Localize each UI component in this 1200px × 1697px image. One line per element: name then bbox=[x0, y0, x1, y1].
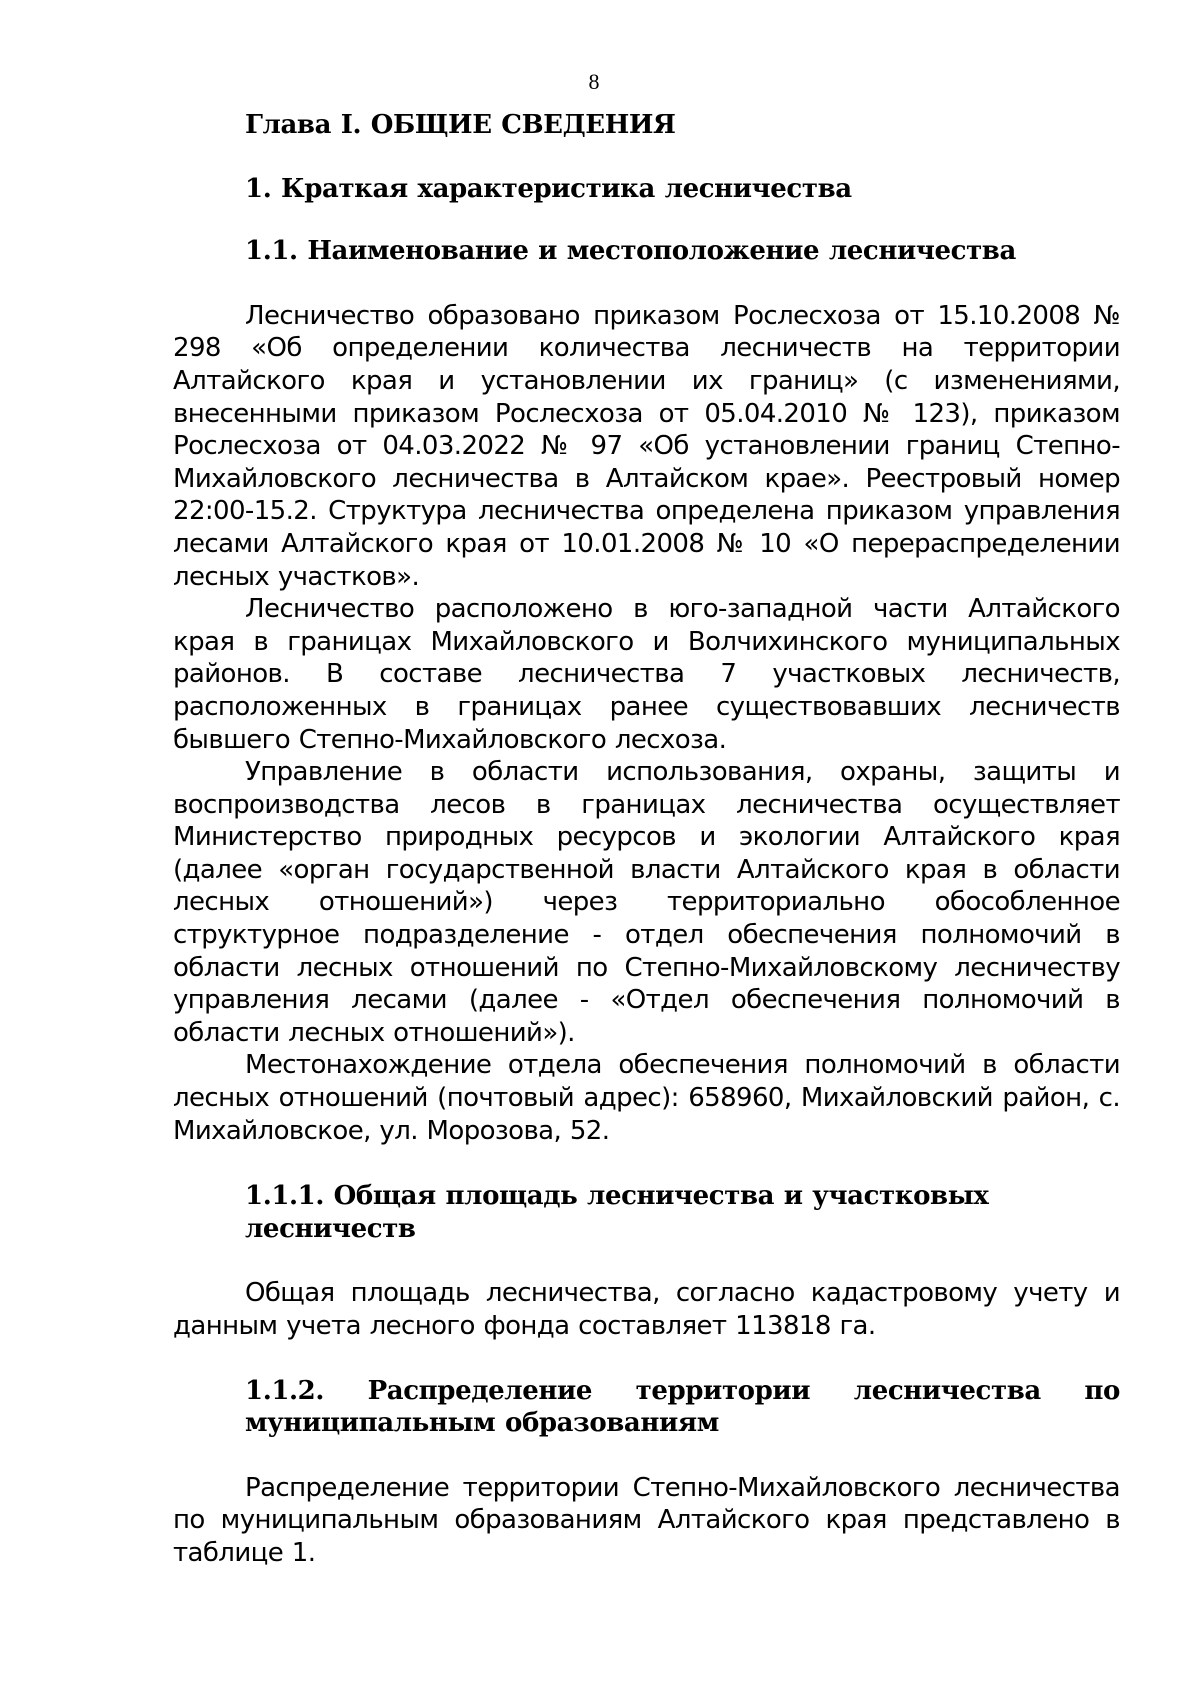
document-body bbox=[173, 109, 1120, 1570]
section-1-1-title: 1.1. Наименование и местоположение лесничества bbox=[245, 236, 1016, 267]
page-number: 8 bbox=[588, 69, 600, 94]
paragraph-establishment: Лесничество образовано приказом Рослесхоза от 15.10.2008 № 298 «Об определении количества лесничеств на территории Алтайского края и установлении их границ» (с изменениями, внесенными приказом Рослесхоза от 05.04.2010 № 123), приказом Рослесхоза от 04.03.2022 № 97 «Об установлении границ Степно-Михайловского лесничества в Алтайском крае». Реестровый номер 22:00-15.2. Структура лесничества определена приказом управления лесами Алтайского края от 10.01.2008 № 10 «О перераспределении лесных участков». bbox=[173, 300, 1120, 592]
paragraph-management: Управление в области использования, охраны, защиты и воспроизводства лесов в границах лесничества осуществляет Министерство природных ресурсов и экологии Алтайского края (далее «орган государственной власти Алтайского края в области лесных отношений») через территориально обособленное структурное подразделение - отдел обеспечения полномочий в области лесных отношений по Степно-Михайловскому лесничеству управления лесами (далее - «Отдел обеспечения полномочий в области лесных отношений»). bbox=[173, 757, 1120, 1048]
section-1-title: 1. Краткая характеристика лесничества bbox=[245, 173, 852, 204]
paragraph-total-area: Общая площадь лесничества, согласно кадастровому учету и данным учета лесного фонда составляет 113818 га. bbox=[173, 1278, 1120, 1341]
paragraph-address: Местонахождение отдела обеспечения полномочий в области лесных отношений (почтовый адрес): 658960, Михайловский район, с. Михайловское, ул. Морозова, 52. bbox=[173, 1050, 1120, 1146]
paragraph-location: Лесничество расположено в юго-западной части Алтайского края в границах Михайловского и Волчихинского муниципальных районов. В составе лесничества 7 участковых лесничеств, расположенных в границах ранее существовавших лесничеств бывшего Степно-Михайловского лесхоза. bbox=[173, 594, 1120, 755]
paragraph-distribution: Распределение территории Степно-Михайловского лесничества по муниципальным образованиям Алтайского края представлено в таблице 1. bbox=[173, 1472, 1120, 1568]
chapter-title: Глава I. ОБЩИЕ СВЕДЕНИЯ bbox=[245, 110, 676, 140]
section-1-1-1-title: 1.1.1. Общая площадь лесничества и участковых лесничеств bbox=[245, 1181, 989, 1244]
section-1-1-2-title: 1.1.2. Распределение территории лесничества по муниципальным образованиям bbox=[245, 1375, 1120, 1439]
